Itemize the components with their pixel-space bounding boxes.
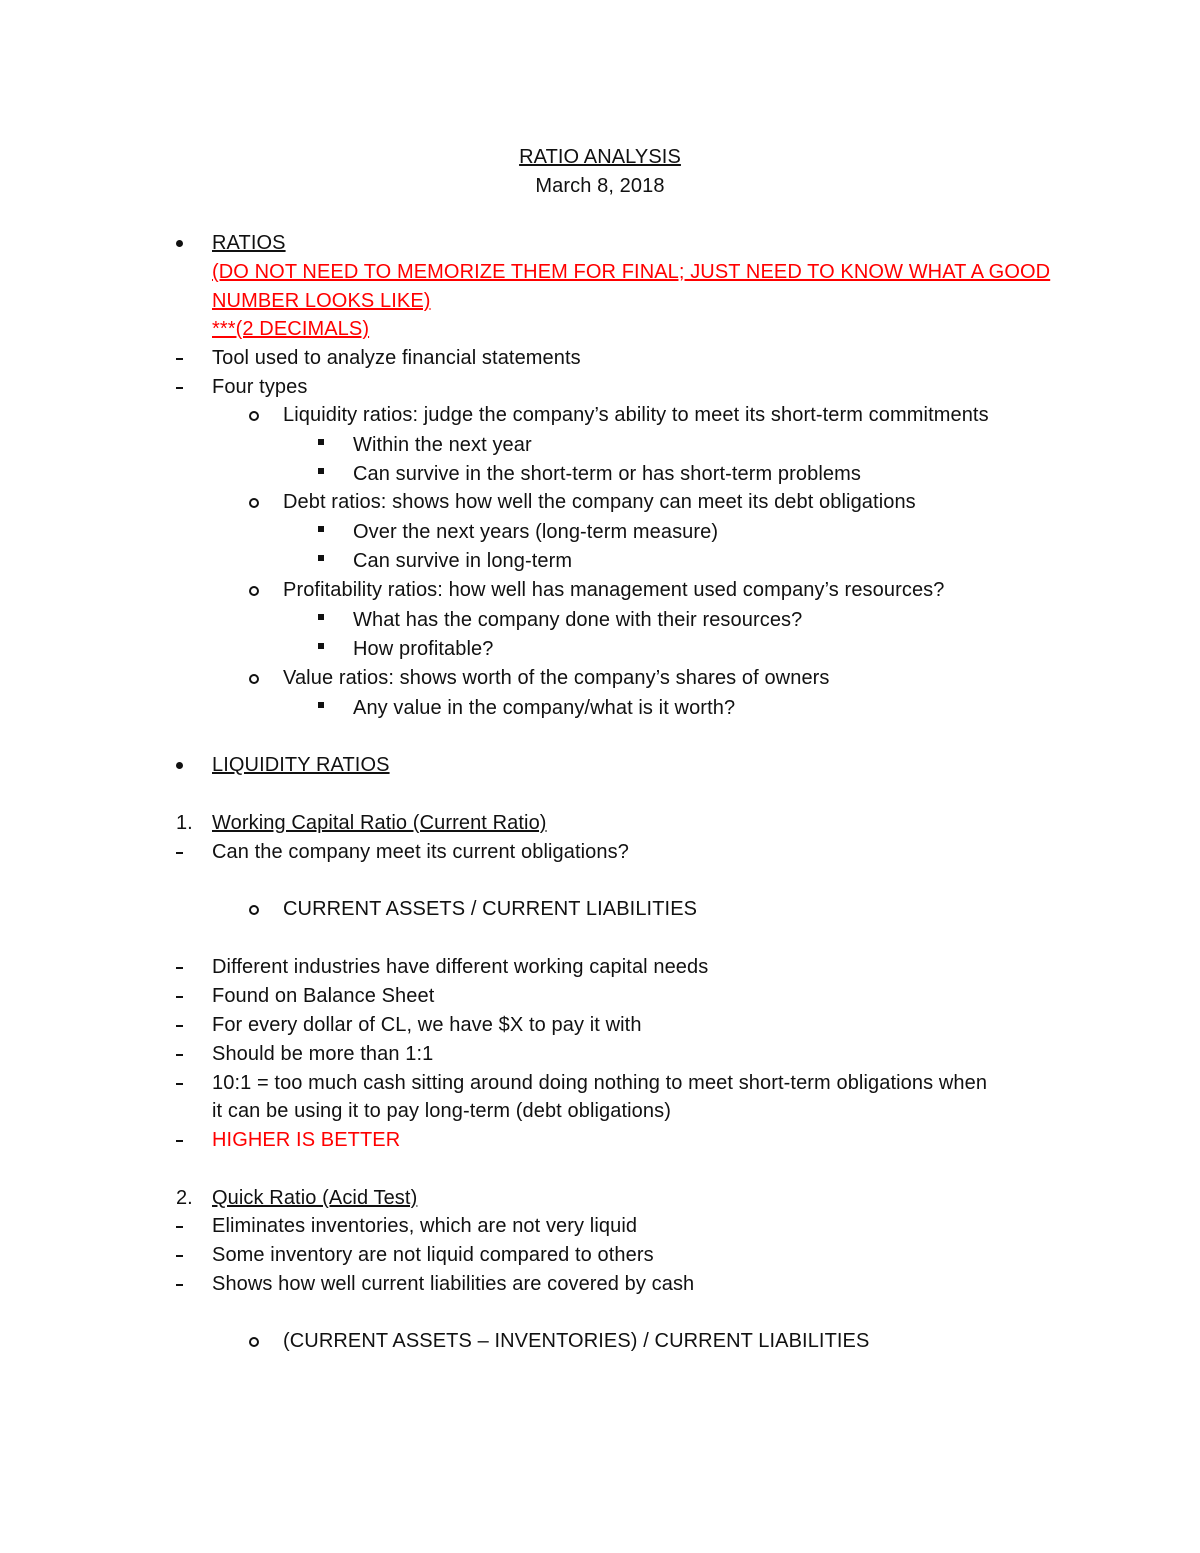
- list-number: 1.: [176, 812, 193, 834]
- list-item: Eliminates inventories, which are not very liquid: [212, 1215, 638, 1237]
- document-date: March 8, 2018: [535, 175, 665, 197]
- formula: (CURRENT ASSETS – INVENTORIES) / CURRENT LIABILITIES: [283, 1330, 870, 1352]
- dash-bullet: [176, 967, 183, 969]
- formula: CURRENT ASSETS / CURRENT LIABILITIES: [283, 898, 698, 920]
- list-item: Can survive in the short-term or has short-term problems: [353, 463, 861, 485]
- dash-bullet: [176, 1140, 183, 1142]
- list-item: Debt ratios: shows how well the company can meet its debt obligations: [283, 491, 916, 513]
- bullet-square: [318, 702, 324, 708]
- bullet-square: [318, 643, 324, 649]
- list-item: Value ratios: shows worth of the company’s shares of owners: [283, 667, 830, 689]
- list-item: How profitable?: [353, 638, 494, 660]
- list-item: For every dollar of CL, we have $X to pay it with: [212, 1014, 642, 1036]
- red-note-line: NUMBER LOOKS LIKE): [212, 290, 431, 312]
- dash-bullet: [176, 1284, 183, 1286]
- list-item: What has the company done with their resources?: [353, 609, 803, 631]
- bullet-disc: [176, 762, 183, 769]
- bullet-square: [318, 526, 324, 532]
- ratio-title: Working Capital Ratio (Current Ratio): [212, 812, 547, 834]
- list-item: Over the next years (long-term measure): [353, 521, 719, 543]
- bullet-square: [318, 555, 324, 561]
- list-item: Found on Balance Sheet: [212, 985, 435, 1007]
- bullet-square: [318, 439, 324, 445]
- bullet-circle: [249, 905, 259, 915]
- dash-bullet: [176, 387, 183, 389]
- list-item: Any value in the company/what is it worth?: [353, 697, 736, 719]
- dash-bullet: [176, 358, 183, 360]
- list-item: Can the company meet its current obligations?: [212, 841, 629, 863]
- bullet-square: [318, 468, 324, 474]
- list-item: Within the next year: [353, 434, 532, 456]
- section-heading-ratios: RATIOS: [212, 232, 286, 254]
- bullet-circle: [249, 586, 259, 596]
- list-number: 2.: [176, 1187, 193, 1209]
- document-title: RATIO ANALYSIS: [519, 146, 681, 168]
- list-item: Shows how well current liabilities are covered by cash: [212, 1273, 695, 1295]
- bullet-circle: [249, 498, 259, 508]
- list-item-continuation: it can be using it to pay long-term (debt obligations): [212, 1100, 671, 1122]
- bullet-circle: [249, 1337, 259, 1347]
- list-item-emphasis: HIGHER IS BETTER: [212, 1129, 401, 1151]
- list-item: Different industries have different working capital needs: [212, 956, 709, 978]
- bullet-circle: [249, 674, 259, 684]
- dash-bullet: [176, 1054, 183, 1056]
- dash-bullet: [176, 1083, 183, 1085]
- red-note-line: ***(2 DECIMALS): [212, 318, 370, 340]
- list-item: Four types: [212, 376, 308, 398]
- list-item: Liquidity ratios: judge the company’s ability to meet its short-term commitments: [283, 404, 989, 426]
- list-item: Can survive in long-term: [353, 550, 573, 572]
- section-heading-liquidity: LIQUIDITY RATIOS: [212, 754, 390, 776]
- list-item: Profitability ratios: how well has management used company’s resources?: [283, 579, 945, 601]
- dash-bullet: [176, 852, 183, 854]
- list-item: Should be more than 1:1: [212, 1043, 434, 1065]
- dash-bullet: [176, 1255, 183, 1257]
- dash-bullet: [176, 1025, 183, 1027]
- list-item: 10:1 = too much cash sitting around doing nothing to meet short-term obligations when: [212, 1072, 988, 1094]
- ratio-title: Quick Ratio (Acid Test): [212, 1187, 418, 1209]
- list-item: Tool used to analyze financial statements: [212, 347, 581, 369]
- red-note-line: (DO NOT NEED TO MEMORIZE THEM FOR FINAL; JUST NEED TO KNOW WHAT A GOOD: [212, 261, 1051, 283]
- list-item: Some inventory are not liquid compared to others: [212, 1244, 654, 1266]
- bullet-square: [318, 614, 324, 620]
- bullet-circle: [249, 411, 259, 421]
- dash-bullet: [176, 996, 183, 998]
- bullet-disc: [176, 240, 183, 247]
- dash-bullet: [176, 1226, 183, 1228]
